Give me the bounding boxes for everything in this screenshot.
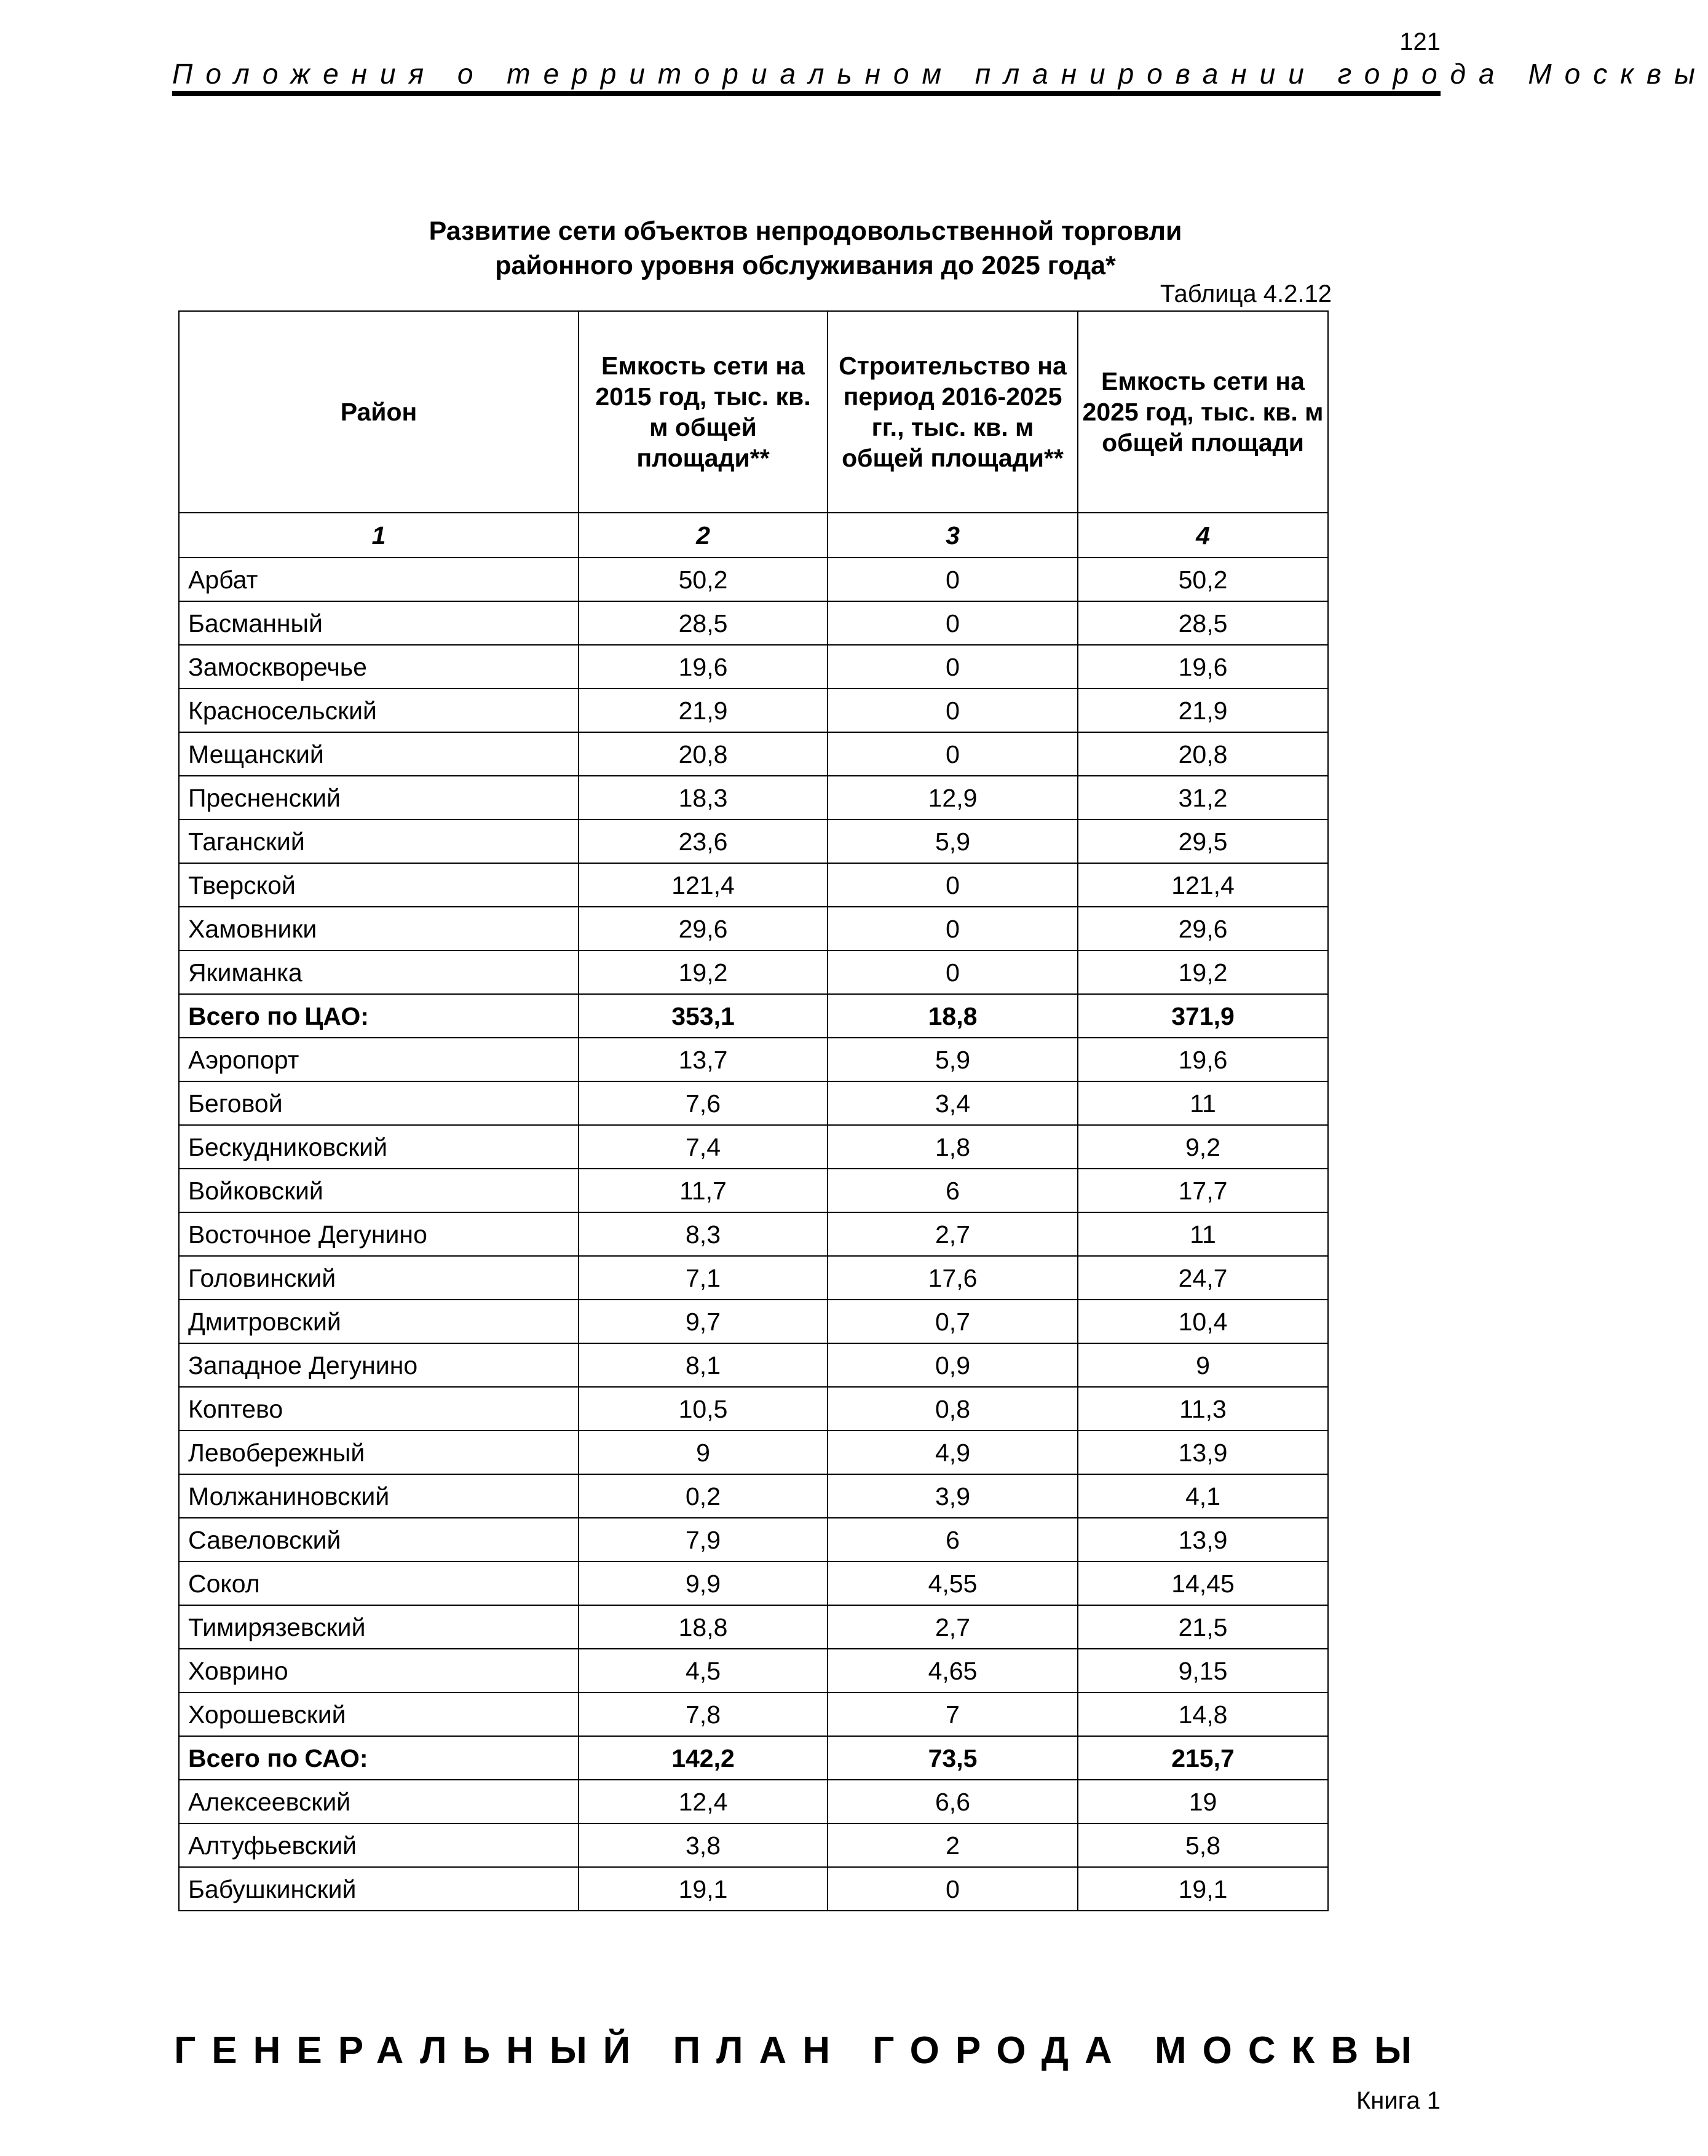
table-title-line-1: Развитие сети объектов непродовольственной торговли [429,216,1182,246]
capacity-2015-cell: 20,8 [579,732,828,776]
capacity-2025-cell: 5,8 [1078,1823,1328,1867]
capacity-2015-cell: 7,4 [579,1125,828,1169]
table-row [179,1169,1328,1212]
table-row [179,1387,1328,1431]
capacity-2015-cell: 9 [579,1431,828,1474]
book-label: Книга 1 [1356,2087,1441,2114]
construction-cell: 0 [828,601,1078,645]
capacity-2025-cell: 20,8 [1078,732,1328,776]
capacity-2025-cell: 10,4 [1078,1300,1328,1343]
table-row [179,645,1328,689]
table-row [179,1038,1328,1081]
construction-cell: 3,4 [828,1081,1078,1125]
construction-cell: 0 [828,863,1078,907]
construction-cell: 6 [828,1169,1078,1212]
capacity-2025-cell: 29,5 [1078,819,1328,863]
capacity-2015-cell: 7,6 [579,1081,828,1125]
district-cell: Тимирязевский [179,1605,579,1649]
district-cell: Дмитровский [179,1300,579,1343]
capacity-2015-cell: 4,5 [579,1649,828,1692]
district-cell: Головинский [179,1256,579,1300]
construction-cell: 1,8 [828,1125,1078,1169]
capacity-2025-cell: 21,9 [1078,689,1328,732]
capacity-2025-cell: 9,2 [1078,1125,1328,1169]
capacity-2025-cell: 371,9 [1078,994,1328,1038]
capacity-2025-cell: 9 [1078,1343,1328,1387]
capacity-2015-cell: 8,3 [579,1212,828,1256]
table-number: Таблица 4.2.12 [1160,280,1332,307]
capacity-2025-cell: 19,1 [1078,1867,1328,1911]
capacity-2015-cell: 21,9 [579,689,828,732]
table-row [179,1823,1328,1867]
construction-cell: 0 [828,907,1078,950]
district-cell: Хорошевский [179,1692,579,1736]
district-cell: Всего по ЦАО: [179,994,579,1038]
capacity-2025-cell: 4,1 [1078,1474,1328,1518]
district-cell: Красносельский [179,689,579,732]
running-footer: ГЕНЕРАЛЬНЫЙ ПЛАН ГОРОДА МОСКВЫ [174,2029,1428,2072]
capacity-2015-cell: 0,2 [579,1474,828,1518]
table-row [179,776,1328,819]
column-header-capacity-2015: Емкость сети на 2015 год, тыс. кв. м общей площади** [579,311,828,513]
table-row [179,1692,1328,1736]
capacity-2015-cell: 7,8 [579,1692,828,1736]
construction-cell: 5,9 [828,819,1078,863]
table-row [179,950,1328,994]
construction-cell: 0 [828,732,1078,776]
construction-cell: 2,7 [828,1605,1078,1649]
capacity-2015-cell: 23,6 [579,819,828,863]
construction-cell: 12,9 [828,776,1078,819]
table-row [179,819,1328,863]
capacity-2015-cell: 18,3 [579,776,828,819]
district-cell: Пресненский [179,776,579,819]
capacity-2025-cell: 19,6 [1078,1038,1328,1081]
table-total-row [179,994,1328,1038]
capacity-2015-cell: 18,8 [579,1605,828,1649]
table-row [179,1343,1328,1387]
construction-cell: 5,9 [828,1038,1078,1081]
construction-cell: 0 [828,1867,1078,1911]
header-rule [172,91,1441,96]
district-cell: Всего по САО: [179,1736,579,1780]
construction-cell: 6,6 [828,1780,1078,1823]
district-cell: Замоскворечье [179,645,579,689]
district-cell: Сокол [179,1562,579,1605]
capacity-2015-cell: 13,7 [579,1038,828,1081]
construction-cell: 4,55 [828,1562,1078,1605]
table-title [178,214,1433,283]
district-cell: Таганский [179,819,579,863]
district-cell: Бескудниковский [179,1125,579,1169]
capacity-2025-cell: 50,2 [1078,558,1328,601]
district-cell: Алексеевский [179,1780,579,1823]
table-row [179,1300,1328,1343]
construction-cell: 0 [828,645,1078,689]
construction-cell: 6 [828,1518,1078,1562]
table-row [179,1125,1328,1169]
capacity-2025-cell: 11,3 [1078,1387,1328,1431]
district-cell: Якиманка [179,950,579,994]
capacity-2015-cell: 3,8 [579,1823,828,1867]
construction-cell: 0,8 [828,1387,1078,1431]
table-row [179,1081,1328,1125]
capacity-2015-cell: 11,7 [579,1169,828,1212]
district-cell: Аэропорт [179,1038,579,1081]
district-cell: Бабушкинский [179,1867,579,1911]
capacity-2025-cell: 215,7 [1078,1736,1328,1780]
construction-cell: 17,6 [828,1256,1078,1300]
construction-cell: 0,9 [828,1343,1078,1387]
capacity-2015-cell: 19,1 [579,1867,828,1911]
column-header-construction: Строительство на период 2016-2025 гг., тыс. кв. м общей площади** [828,311,1078,513]
table-total-row [179,1736,1328,1780]
table-row [179,732,1328,776]
district-cell: Ховрино [179,1649,579,1692]
column-number: 1 [179,513,579,558]
running-header: Положения о территориальном планировании города Москвы [172,58,1708,90]
district-cell: Восточное Дегунино [179,1212,579,1256]
table-row [179,1867,1328,1911]
capacity-2015-cell: 8,1 [579,1343,828,1387]
table-row [179,907,1328,950]
capacity-2015-cell: 10,5 [579,1387,828,1431]
column-header-capacity-2025: Емкость сети на 2025 год, тыс. кв. м общей площади [1078,311,1328,513]
district-cell: Хамовники [179,907,579,950]
column-number: 3 [828,513,1078,558]
construction-cell: 0 [828,950,1078,994]
district-cell: Арбат [179,558,579,601]
district-cell: Тверской [179,863,579,907]
capacity-2025-cell: 19,6 [1078,645,1328,689]
table-row [179,863,1328,907]
district-cell: Мещанский [179,732,579,776]
table-body [179,558,1328,1911]
capacity-2015-cell: 7,1 [579,1256,828,1300]
capacity-2015-cell: 9,7 [579,1300,828,1343]
district-cell: Западное Дегунино [179,1343,579,1387]
district-cell: Беговой [179,1081,579,1125]
capacity-2015-cell: 121,4 [579,863,828,907]
construction-cell: 7 [828,1692,1078,1736]
capacity-2015-cell: 19,6 [579,645,828,689]
capacity-2025-cell: 121,4 [1078,863,1328,907]
table-row [179,1431,1328,1474]
table-row [179,1780,1328,1823]
construction-cell: 4,9 [828,1431,1078,1474]
table-row [179,1649,1328,1692]
capacity-2025-cell: 31,2 [1078,776,1328,819]
capacity-2025-cell: 29,6 [1078,907,1328,950]
capacity-2025-cell: 13,9 [1078,1431,1328,1474]
district-cell: Савеловский [179,1518,579,1562]
capacity-2025-cell: 14,45 [1078,1562,1328,1605]
capacity-2015-cell: 353,1 [579,994,828,1038]
table-row [179,1518,1328,1562]
capacity-2025-cell: 11 [1078,1212,1328,1256]
construction-cell: 2 [828,1823,1078,1867]
capacity-2015-cell: 50,2 [579,558,828,601]
table-title-line-2: районного уровня обслуживания до 2025 года* [495,251,1116,280]
table-row [179,558,1328,601]
capacity-2015-cell: 19,2 [579,950,828,994]
capacity-2025-cell: 14,8 [1078,1692,1328,1736]
table-row [179,601,1328,645]
construction-cell: 18,8 [828,994,1078,1038]
capacity-2025-cell: 13,9 [1078,1518,1328,1562]
table-row [179,1474,1328,1518]
column-numbers-row [179,513,1328,558]
table-row [179,1562,1328,1605]
capacity-2025-cell: 9,15 [1078,1649,1328,1692]
capacity-2015-cell: 142,2 [579,1736,828,1780]
capacity-2015-cell: 12,4 [579,1780,828,1823]
table-row [179,1605,1328,1649]
construction-cell: 2,7 [828,1212,1078,1256]
construction-cell: 0,7 [828,1300,1078,1343]
capacity-2025-cell: 21,5 [1078,1605,1328,1649]
page-number: 121 [1399,28,1441,55]
column-header-district: Район [179,311,579,513]
construction-cell: 0 [828,689,1078,732]
district-cell: Левобережный [179,1431,579,1474]
district-cell: Коптево [179,1387,579,1431]
district-cell: Басманный [179,601,579,645]
table-header-row [179,311,1328,513]
construction-cell: 3,9 [828,1474,1078,1518]
capacity-2025-cell: 17,7 [1078,1169,1328,1212]
capacity-2025-cell: 11 [1078,1081,1328,1125]
district-cell: Алтуфьевский [179,1823,579,1867]
district-cell: Молжаниновский [179,1474,579,1518]
capacity-2015-cell: 29,6 [579,907,828,950]
column-number: 2 [579,513,828,558]
table-row [179,1212,1328,1256]
capacity-2015-cell: 7,9 [579,1518,828,1562]
capacity-2025-cell: 19,2 [1078,950,1328,994]
capacity-2015-cell: 28,5 [579,601,828,645]
construction-cell: 4,65 [828,1649,1078,1692]
construction-cell: 73,5 [828,1736,1078,1780]
capacity-2025-cell: 28,5 [1078,601,1328,645]
table-row [179,1256,1328,1300]
district-cell: Войковский [179,1169,579,1212]
table-row [179,689,1328,732]
construction-cell: 0 [828,558,1078,601]
capacity-2025-cell: 19 [1078,1780,1328,1823]
capacity-2015-cell: 9,9 [579,1562,828,1605]
capacity-2025-cell: 24,7 [1078,1256,1328,1300]
data-table [178,310,1329,1911]
column-number: 4 [1078,513,1328,558]
